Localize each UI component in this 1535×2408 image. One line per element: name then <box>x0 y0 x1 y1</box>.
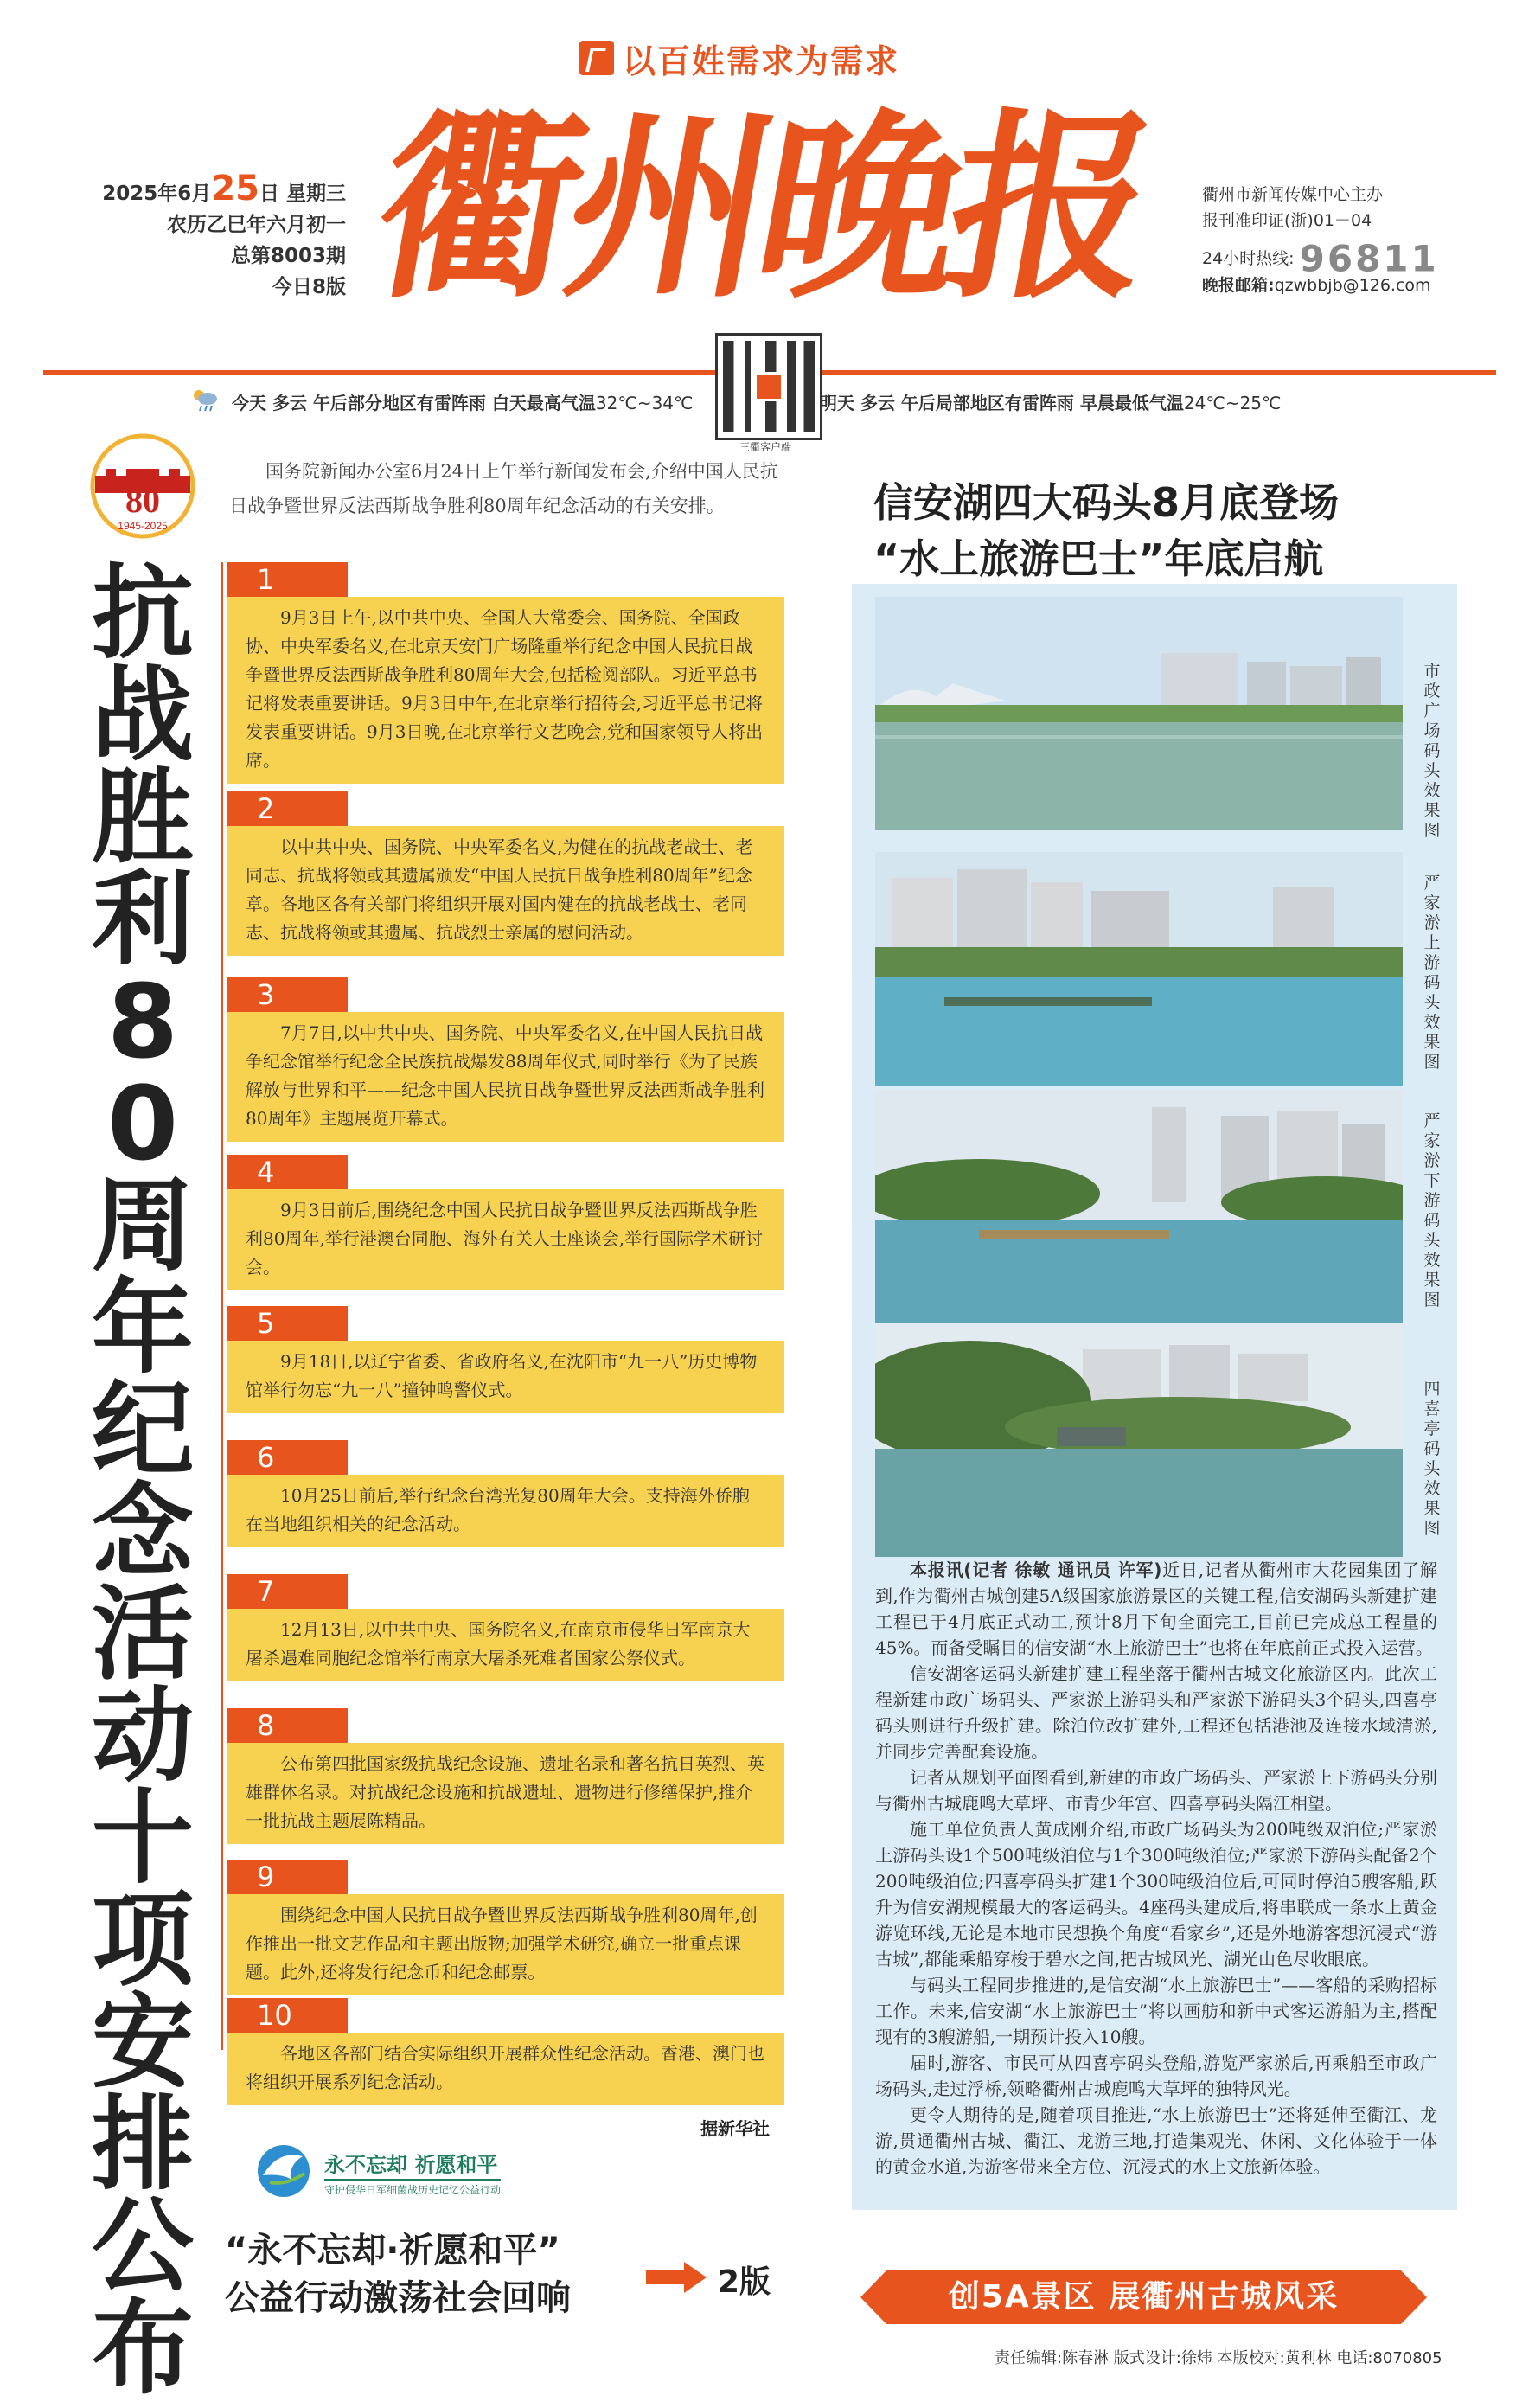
article-paragraph: 记者从规划平面图看到,新建的市政广场码头、严家淤上下游码头分别与衢州古城鹿鸣大草坪、市青少年宫、四喜亭码头隔江相望。 <box>875 1767 1437 1814</box>
email-label: 晚报邮箱: <box>1202 275 1275 295</box>
dove-icon <box>251 2141 320 2201</box>
right-story-title-2: “水上旅游巴士”年底启航 <box>873 535 1324 582</box>
item-number: 6 <box>227 1440 348 1475</box>
weather-tomorrow <box>820 389 1281 414</box>
article-paragraph: 届时,游客、市民可从四喜亭码头登船,游览严家淤后,再乘船至市政广场码头,走过浮桥,领略衢州古城鹿鸣大草坪的独特风光。 <box>875 2053 1437 2099</box>
slogan-text: 以百姓需求为需求 <box>623 42 900 80</box>
masthead: 衢州晚报 <box>360 89 1163 325</box>
item-number: 10 <box>227 1998 348 2033</box>
photo-sixiting-pier <box>875 1323 1403 1557</box>
item-text: 7月7日,以中共中央、国务院、中央军委名义,在中国人民抗日战争纪念馆举行纪念全民族抗战爆发88周年仪式,同时举行《为了民族解放与世界和平——纪念中国人民抗日战争暨世界反法西斯战争胜利80周年》主题展览开幕式。 <box>227 1012 784 1142</box>
editor-credits: 责任编辑:陈春淋 版式设计:徐炜 本版校对:黄利林 电话:8070805 <box>995 2349 1442 2367</box>
item-text: 12月13日,以中共中央、国务院名义,在南京市侵华日军南京大屠杀遇难同胞纪念馆举行南京大屠杀死难者国家公祭仪式。 <box>227 1609 784 1681</box>
item-text: 公布第四批国家级抗战纪念设施、遗址名录和著名抗日英烈、英雄群体名录。对抗战纪念设施和抗战遗址、遗物进行修缮保护,推介一批抗战主题展陈精品。 <box>227 1743 784 1844</box>
right-story-title-1: 信安湖四大码头8月底登场 <box>873 479 1340 526</box>
emblem-years: 1945-2025 <box>118 520 168 532</box>
photo-city-square-pier <box>875 597 1403 830</box>
date-prefix: 2025年6月 <box>102 183 212 205</box>
item-number: 4 <box>227 1155 348 1189</box>
item-number: 2 <box>227 791 348 826</box>
article-paragraph: 施工单位负责人黄成刚介绍,市政广场码头为200吨级双泊位;严家淤上游码头设1个500吨级泊位与1个300吨级泊位;严家淤下游码头配备2个200吨级泊位;四喜亭码头扩建1个300吨级泊位后,可同时停泊5艘客船,跃升为信安湖规模最大的客运码头。4座码头建成后,将串联成一条水上黄金游览环线,无论是本地市民想换个角度“看家乡”,还是外地游客想沉浸式“游古城”,都能乘船穿梭于碧水之间,把古城风光、湖光山色尽收眼底。 <box>875 1819 1437 1969</box>
promo-logo-text: 永不忘却 祈愿和平 <box>324 2153 498 2177</box>
article-paragraph: 信安湖客运码头新建扩建工程坐落于衢州古城文化旅游区内。此次工程新建市政广场码头、严家淤上游码头和严家淤下游码头3个码头,四喜亭码头则进行升级扩建。除泊位改扩建外,工程还包括港池及连接水域清淤,并同步完善配套设施。 <box>875 1663 1437 1762</box>
slogan <box>579 36 899 80</box>
issue-number: 总第8003期 <box>230 245 346 267</box>
story-source: 据新华社 <box>700 2118 770 2139</box>
promo-logo[interactable] <box>251 2141 536 2201</box>
weather-today-temp: 32℃~34℃ <box>595 393 694 413</box>
promo-headline-1[interactable]: “永不忘却·祈愿和平” <box>225 2231 560 2270</box>
item-text: 9月3日前后,围绕纪念中国人民抗日战争暨世界反法西斯战争胜利80周年,举行港澳台同胞、海外有关人士座谈会,举行国际学术研讨会。 <box>227 1189 784 1290</box>
left-story-intro: 国务院新闻办公室6月24日上午举行新闻发布会,介绍中国人民抗日战争暨世界反法西斯战争胜利80周年纪念活动的有关安排。 <box>229 461 778 516</box>
item-number: 8 <box>227 1708 348 1743</box>
article-paragraph: 本报讯(记者 徐敏 通讯员 许军)近日,记者从衢州市大花园集团了解到,作为衢州古城创建5A级国家旅游景区的关键工程,信安湖码头新建扩建工程已于4月底正式动工,预计8月下旬全面完工,目前已完成总工程量的45%。而备受瞩目的信安湖“水上旅游巴士”也将在年底前正式投入运营。 <box>875 1559 1437 1658</box>
date-suffix: 日 星期三 <box>259 183 346 205</box>
slogan-logo-icon <box>579 41 614 75</box>
item-text: 围绕纪念中国人民抗日战争暨世界反法西斯战争胜利80周年,创作推出一批文艺作品和主题出版物;加强学术研究,确立一批重点课题。此外,还将发行纪念币和纪念邮票。 <box>227 1894 784 1995</box>
weather-today-label: 今天 <box>232 393 266 413</box>
caption-yanjiayu-upstream: 严家淤上游码头效果图 <box>1423 874 1441 1072</box>
campaign-banner <box>860 2270 1427 2324</box>
article-paragraph: 更令人期待的是,随着项目推进,“水上旅游巴士”还将延伸至衢江、龙游,贯通衢州古城、衢江、龙游三地,打造集观光、休闲、文化体验于一体的黄金水道,为游客带来全方位、沉浸式的水上文旅新体验。 <box>875 2104 1437 2177</box>
item-number: 7 <box>227 1574 348 1609</box>
caption-yanjiayu-downstream: 严家淤下游码头效果图 <box>1423 1111 1441 1310</box>
weather-today <box>232 389 693 414</box>
lunar-date: 农历乙巳年六月初一 <box>167 214 346 236</box>
banner-left-tail <box>860 2270 886 2324</box>
qr-code[interactable] <box>715 333 822 440</box>
right-story-article <box>875 1557 1437 2180</box>
article-paragraph: 与码头工程同步推进的,是信安湖“水上旅游巴士”——客船的采购招标工作。未来,信安湖“水上旅游巴士”将以画舫和新中式客运游船为主,搭配现有的3艘游船,一期预计投入10艘。 <box>875 1975 1437 2047</box>
photo-yanjiayu-upstream-pier <box>875 852 1403 1086</box>
email-address[interactable]: qzwbbjb@126.com <box>1274 275 1431 295</box>
page-count: 今日8版 <box>272 276 346 298</box>
item-number: 5 <box>227 1306 348 1341</box>
cloud-rain-icon <box>190 387 220 412</box>
item-text: 9月18日,以辽宁省委、省政府名义,在沈阳市“九一八”历史博物馆举行勿忘“九一八”撞钟鸣警仪式。 <box>227 1341 784 1413</box>
item-number: 9 <box>227 1860 348 1894</box>
item-text: 以中共中央、国务院、中央军委名义,为健在的抗战老战士、老同志、抗战将领或其遗属颁发“中国人民抗日战争胜利80周年”纪念章。各地区各有关部门将组织开展对国内健在的抗战老战士、老同志、抗战将领或其遗属、抗战烈士亲属的慰问活动。 <box>227 826 784 956</box>
arrow-right-icon <box>646 2262 707 2293</box>
weather-tomorrow-temp: 24℃~25℃ <box>1183 393 1282 413</box>
item-text: 9月3日上午,以中共中央、全国人大常委会、国务院、全国政协、中央军委名义,在北京天安门广场隆重举行纪念中国人民抗日战争暨世界反法西斯战争胜利80周年大会,包括检阅部队。习近平总书记将发表重要讲话。9月3日中午,在北京举行招待会,习近平总书记将发表重要讲话。9月3日晚,在北京举行文艺晚会,党和国家领导人将出席。 <box>227 597 784 784</box>
banner-text: 创5A景区 展衢州古城风采 <box>886 2270 1401 2324</box>
weather-tomorrow-label: 明天 <box>820 393 854 413</box>
item-number: 3 <box>227 977 348 1012</box>
left-story-title: 抗战胜利80周年纪念活动十项安排公布 <box>91 554 194 2408</box>
timeline-line <box>221 562 223 2050</box>
emblem-number: 80 <box>125 481 160 520</box>
date-block <box>61 169 346 303</box>
hotline-number: 96811 <box>1299 237 1439 280</box>
date-day: 25 <box>211 169 259 208</box>
caption-city-square-pier: 市政广场码头效果图 <box>1423 662 1441 840</box>
promo-logo-subtitle: 守护侵华日军细菌战历史记忆公益行动 <box>324 2179 501 2197</box>
anniversary-emblem <box>78 432 208 545</box>
publisher-host: 衢州市新闻传媒中心主办 <box>1202 185 1384 204</box>
weather-tomorrow-text: 多云 午后局部地区有雷阵雨 早晨最低气温 <box>860 393 1184 413</box>
publisher-license: 报刊准印证(浙)01－04 <box>1202 211 1372 230</box>
photo-yanjiayu-downstream-pier <box>875 1090 1403 1323</box>
item-number: 1 <box>227 562 348 597</box>
hotline-label: 24小时热线: <box>1202 249 1295 268</box>
banner-right-tail <box>1401 2270 1427 2324</box>
publisher-info <box>1202 182 1496 298</box>
qr-caption: 三衢客户端 <box>739 441 791 453</box>
page-reference[interactable]: 2版 <box>718 2264 771 2300</box>
caption-sixiting-pier: 四喜亭码头效果图 <box>1423 1380 1441 1538</box>
qr-logo-icon <box>754 372 783 401</box>
item-text: 各地区各部门结合实际组织开展群众性纪念活动。香港、澳门也将组织开展系列纪念活动。 <box>227 2033 784 2105</box>
weather-today-text: 多云 午后部分地区有雷阵雨 白天最高气温 <box>272 393 596 413</box>
promo-headline-2[interactable]: 公益行动激荡社会回响 <box>225 2278 571 2318</box>
article-lead: 本报讯(记者 徐敏 通讯员 许军) <box>910 1559 1162 1580</box>
item-text: 10月25日前后,举行纪念台湾光复80周年大会。支持海外侨胞在当地组织相关的纪念活动。 <box>227 1475 784 1547</box>
